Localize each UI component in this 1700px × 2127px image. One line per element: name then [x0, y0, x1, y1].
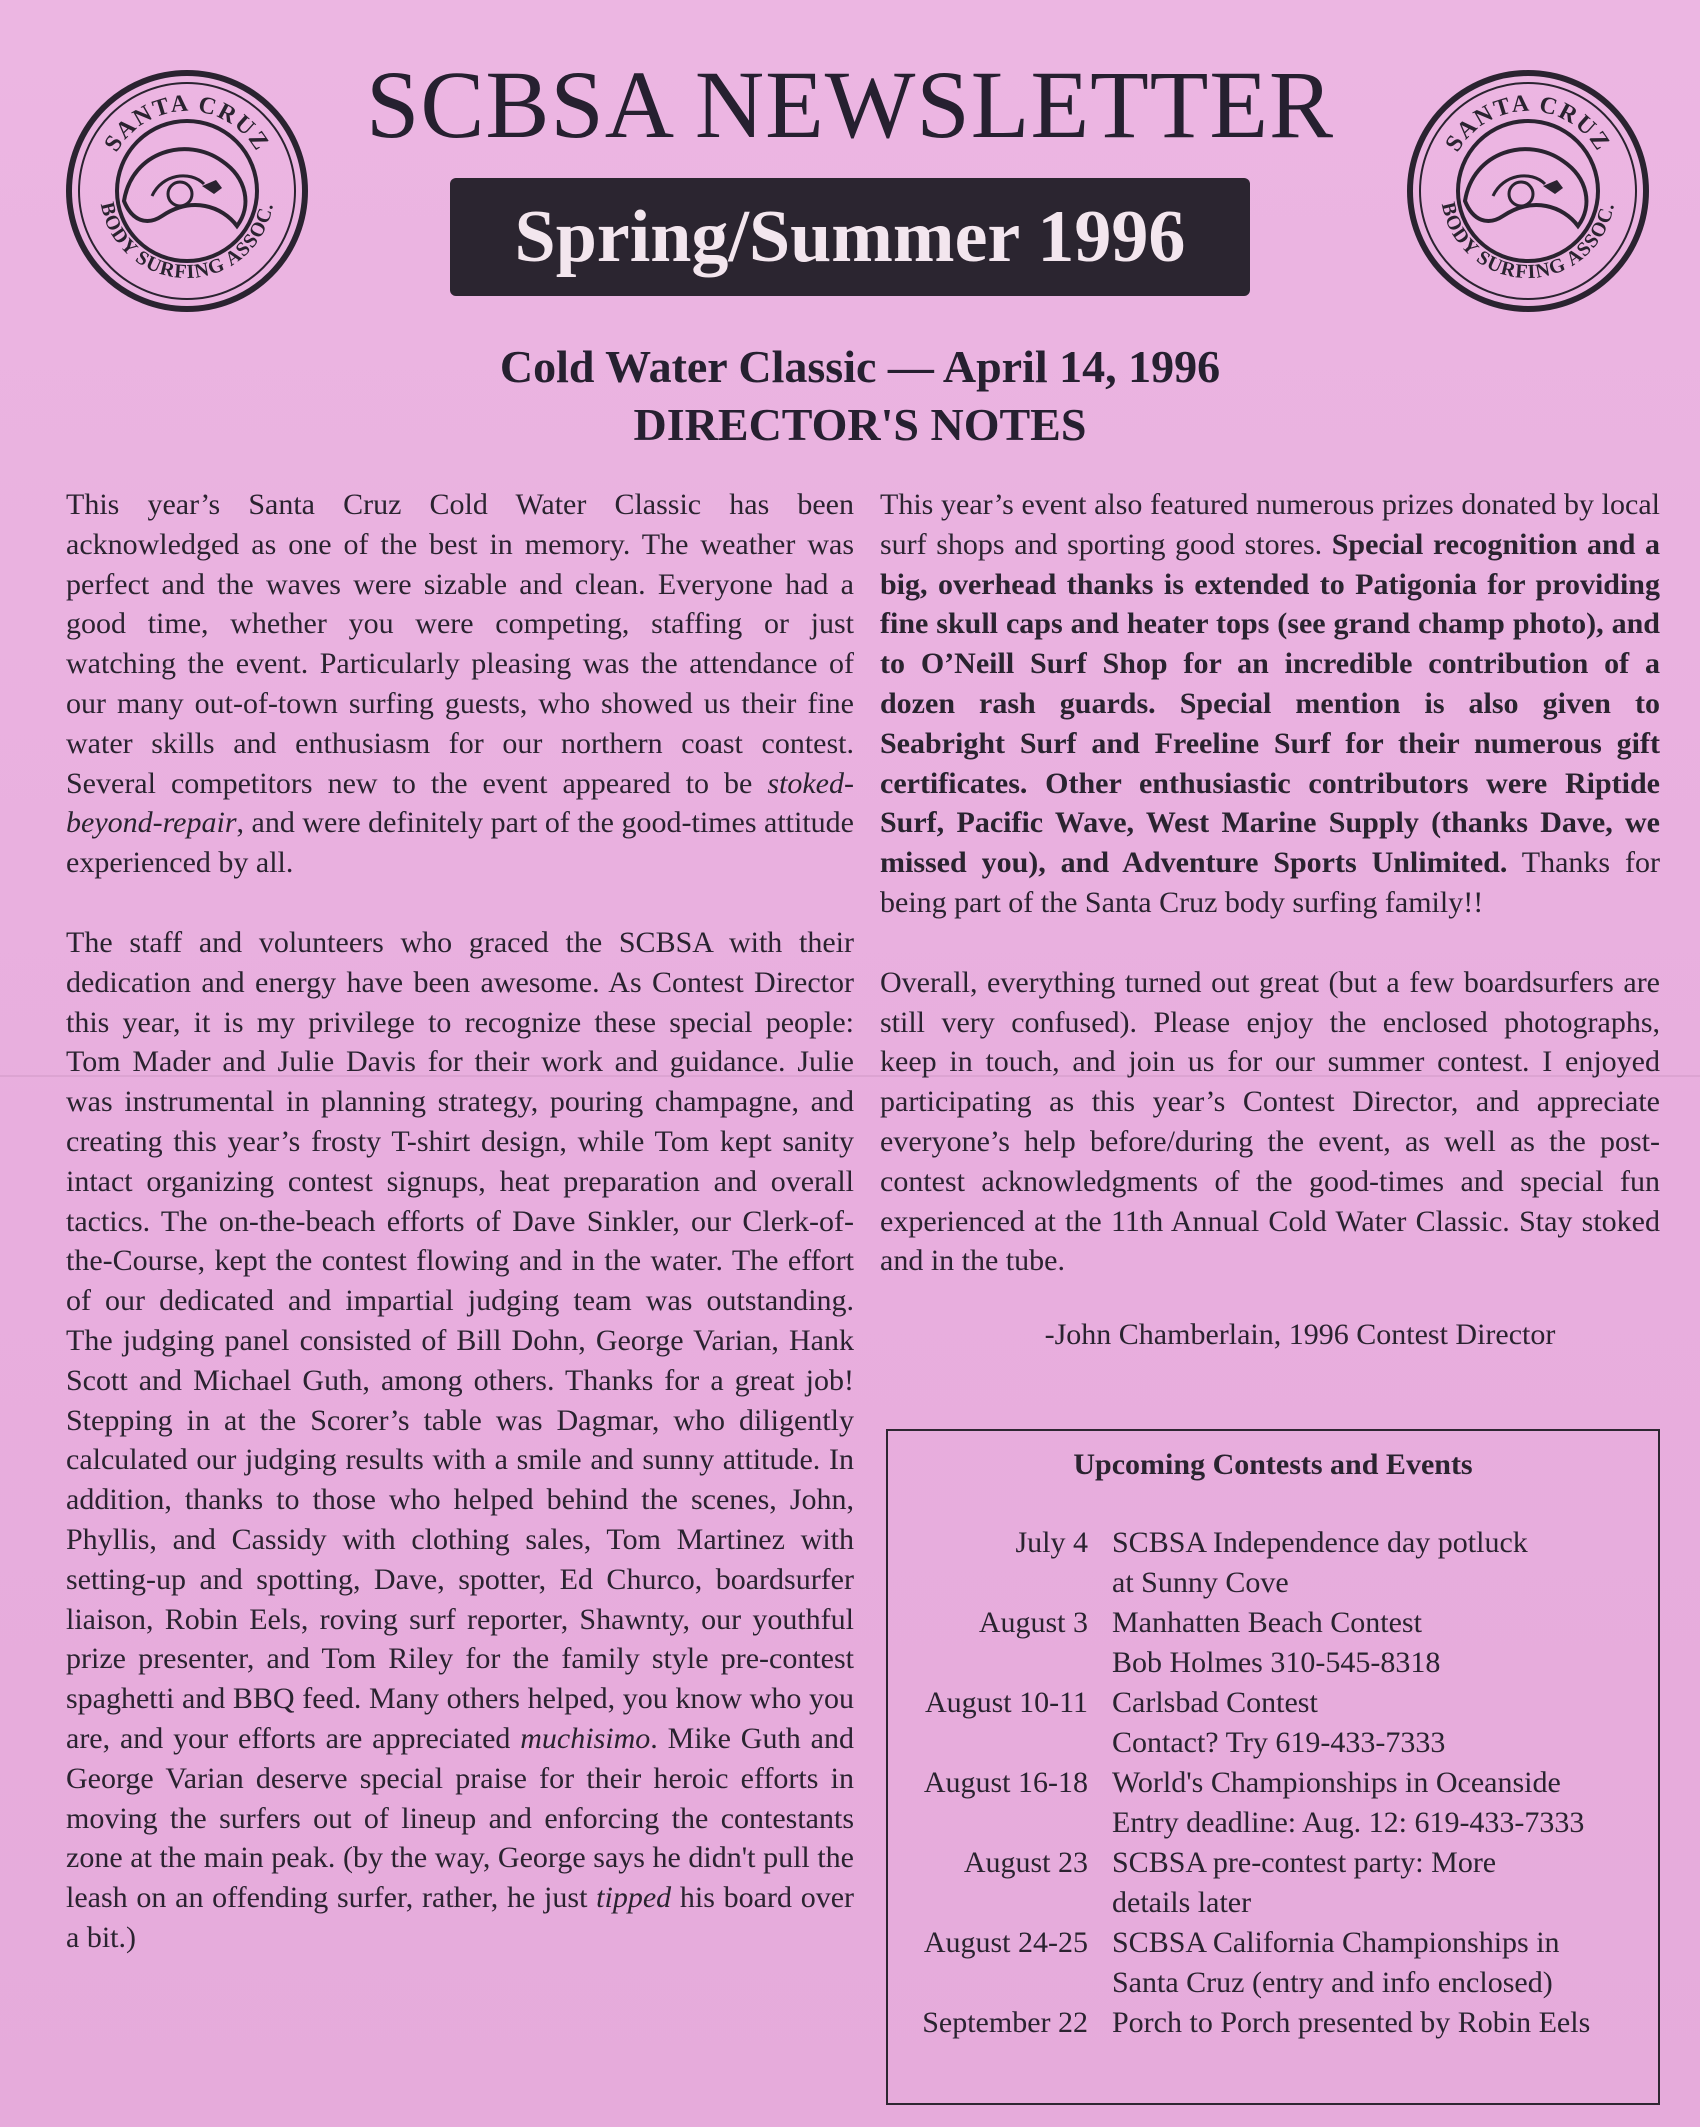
event-detail: Bob Holmes 310-545-8318 [1112, 1646, 1441, 1679]
event-title: SCBSA pre-contest party: More [1112, 1846, 1497, 1879]
event-detail: Santa Cruz (entry and info enclosed) [1112, 1966, 1553, 1999]
seal-text-top: SANTA CRUZ [1440, 90, 1616, 157]
paragraph-sponsors: This year’s event also featured numerous prizes donated by local surf shops and sporting good stores. Special recognition and a big, overhead thanks is extended to Patigonia for providing fine skull caps and heater tops (see grand champ photo), and to O’Neill Surf Shop for an incredible contribution of a dozen rash guards. Special mention is also given to Seabright Surf and Freeline Surf for their numerous gift certificates. Other enthusiastic contributors were Riptide Surf, Pacific Wave, West Marine Supply (thanks Dave, we missed you), and Adventure Sports Unlimited. Thanks for being part of the Santa Cruz body surfing family!! [880, 488, 1660, 919]
scbsa-seal-left [62, 66, 312, 316]
event-title: Carlsbad Contest [1112, 1686, 1318, 1719]
issue-label: Spring/Summer 1996 [514, 196, 1186, 278]
event-title: Porch to Porch presented by Robin Eels [1112, 2006, 1591, 2039]
scbsa-seal-right [1403, 66, 1653, 316]
svg-text:SANTA CRUZ [100, 91, 275, 157]
event-date: August 23 [963, 1846, 1088, 1879]
event-item [888, 2003, 1658, 2043]
seal-text-top: SANTA CRUZ [99, 90, 275, 157]
event-detail: Entry deadline: Aug. 12: 619-433-7333 [1112, 1806, 1585, 1839]
event-detail: details later [1112, 1886, 1252, 1919]
event-item [888, 1763, 1658, 1843]
event-title: World's Championships in Oceanside [1112, 1766, 1561, 1799]
event-detail: at Sunny Cove [1112, 1566, 1289, 1599]
paragraph-intro: This year’s Santa Cruz Cold Water Classic has been acknowledged as one of the best in memory. The weather was perfect and the waves were sizable and clean. Everyone had a good time, whether you were competing, staffing or just watching the event. Particularly pleasing was the attendance of our many out-of-town surfing guests, who showed us their fine water skills and enthusiasm for our northern coast contest. Several competitors new to the event appeared to be stoked-beyond-repair, and were definitely part of the good-times attitude experienced by all. [66, 488, 854, 880]
event-detail: Contact? Try 619-433-7333 [1112, 1726, 1446, 1759]
left-column [66, 485, 854, 1958]
paragraph-volunteers: The staff and volunteers who graced the SCBSA with their dedication and energy have been awesome. As Contest Director this year, it is my privilege to recognize these special people: Tom Mader and Julie Davis for their work and guidance. Julie was instrumental in planning strategy, pouring champagne, and creating this year’s frosty T-shirt design, while Tom kept sanity intact organizing contest signups, heat preparation and overall tactics. The on-the-beach efforts of Dave Sinkler, our Clerk-of-the-Course, kept the contest flowing and in the water. The effort of our dedicated and impartial judging team was outstanding. The judging panel consisted of Bill Dohn, George Varian, Hank Scott and Michael Guth, among others. Thanks for a great job! Stepping in at the Scorer’s table was Dagmar, who diligently calculated our judging results with a smile and sunny attitude. In addition, thanks to those who helped behind the scenes, John, Phyllis, and Cassidy with clothing sales, Tom Martinez with setting-up and spotting, Dave, spotter, Ed Churco, boardsurfer liaison, Robin Eels, roving surf reporter, Shawnty, our youthful prize presenter, and Tom Riley for the family style pre-contest spaghetti and BBQ feed. Many others helped, you know who you are, and your efforts are appreciated muchisimo. Mike Guth and George Varian deserve special praise for their heroic efforts in moving the surfers out of lineup and enforcing the contestants zone at the main peak. (by the way, George says he didn't pull the leash on an offending surfer, rather, he just tipped his board over a bit.) [66, 925, 855, 1954]
event-item [888, 1683, 1658, 1763]
article-headline [300, 338, 1420, 454]
event-title: SCBSA Independence day potluck [1112, 1526, 1528, 1559]
event-date: July 4 [1015, 1526, 1088, 1559]
event-item [888, 1843, 1658, 1923]
event-date: August 10-11 [924, 1686, 1088, 1719]
events-title: Upcoming Contests and Events [1073, 1448, 1473, 1481]
event-item [888, 1603, 1658, 1683]
event-title: SCBSA California Championships in [1112, 1926, 1560, 1959]
event-date: September 22 [922, 2006, 1088, 2039]
newsletter-title: SCBSA NEWSLETTER [365, 51, 1335, 158]
headline-section: DIRECTOR'S NOTES [633, 399, 1087, 450]
events-list [888, 1523, 1658, 2043]
seal-text-bottom: BODY SURFING ASSOC. [95, 200, 278, 284]
issue-banner [450, 178, 1250, 296]
event-item [888, 1523, 1658, 1603]
wave-logo-icon [62, 66, 312, 316]
svg-text:SANTA CRUZ [1441, 91, 1616, 157]
wave-logo-icon [1403, 66, 1653, 316]
event-date: August 3 [978, 1606, 1088, 1639]
event-date: August 24-25 [923, 1926, 1088, 1959]
events-box [886, 1429, 1660, 2105]
right-column [880, 485, 1660, 1355]
seal-text-bottom: BODY SURFING ASSOC. [1436, 200, 1619, 284]
event-date: August 16-18 [923, 1766, 1088, 1799]
event-title: Manhatten Beach Contest [1112, 1606, 1422, 1639]
event-item [888, 1923, 1658, 2003]
headline-event: Cold Water Classic — April 14, 1996 [499, 341, 1221, 392]
director-signature: -John Chamberlain, 1996 Contest Director [1044, 1318, 1556, 1352]
paragraph-closing: Overall, everything turned out great (but a few boardsurfers are still very confused). Please enjoy the enclosed photographs, keep in touch, and join us for our summer contest. I enjoyed participating as this year’s Contest Director, and appreciate everyone’s help before/during the event, as well as the post-contest acknowledgments of the good-times and special fun experienced at the 11th Annual Cold Water Classic. Stay stoked and in the tube. [880, 965, 1660, 1278]
svg-text:BODY SURFING ASSOC. [1437, 200, 1619, 283]
svg-text:BODY SURFING ASSOC. [96, 200, 278, 283]
